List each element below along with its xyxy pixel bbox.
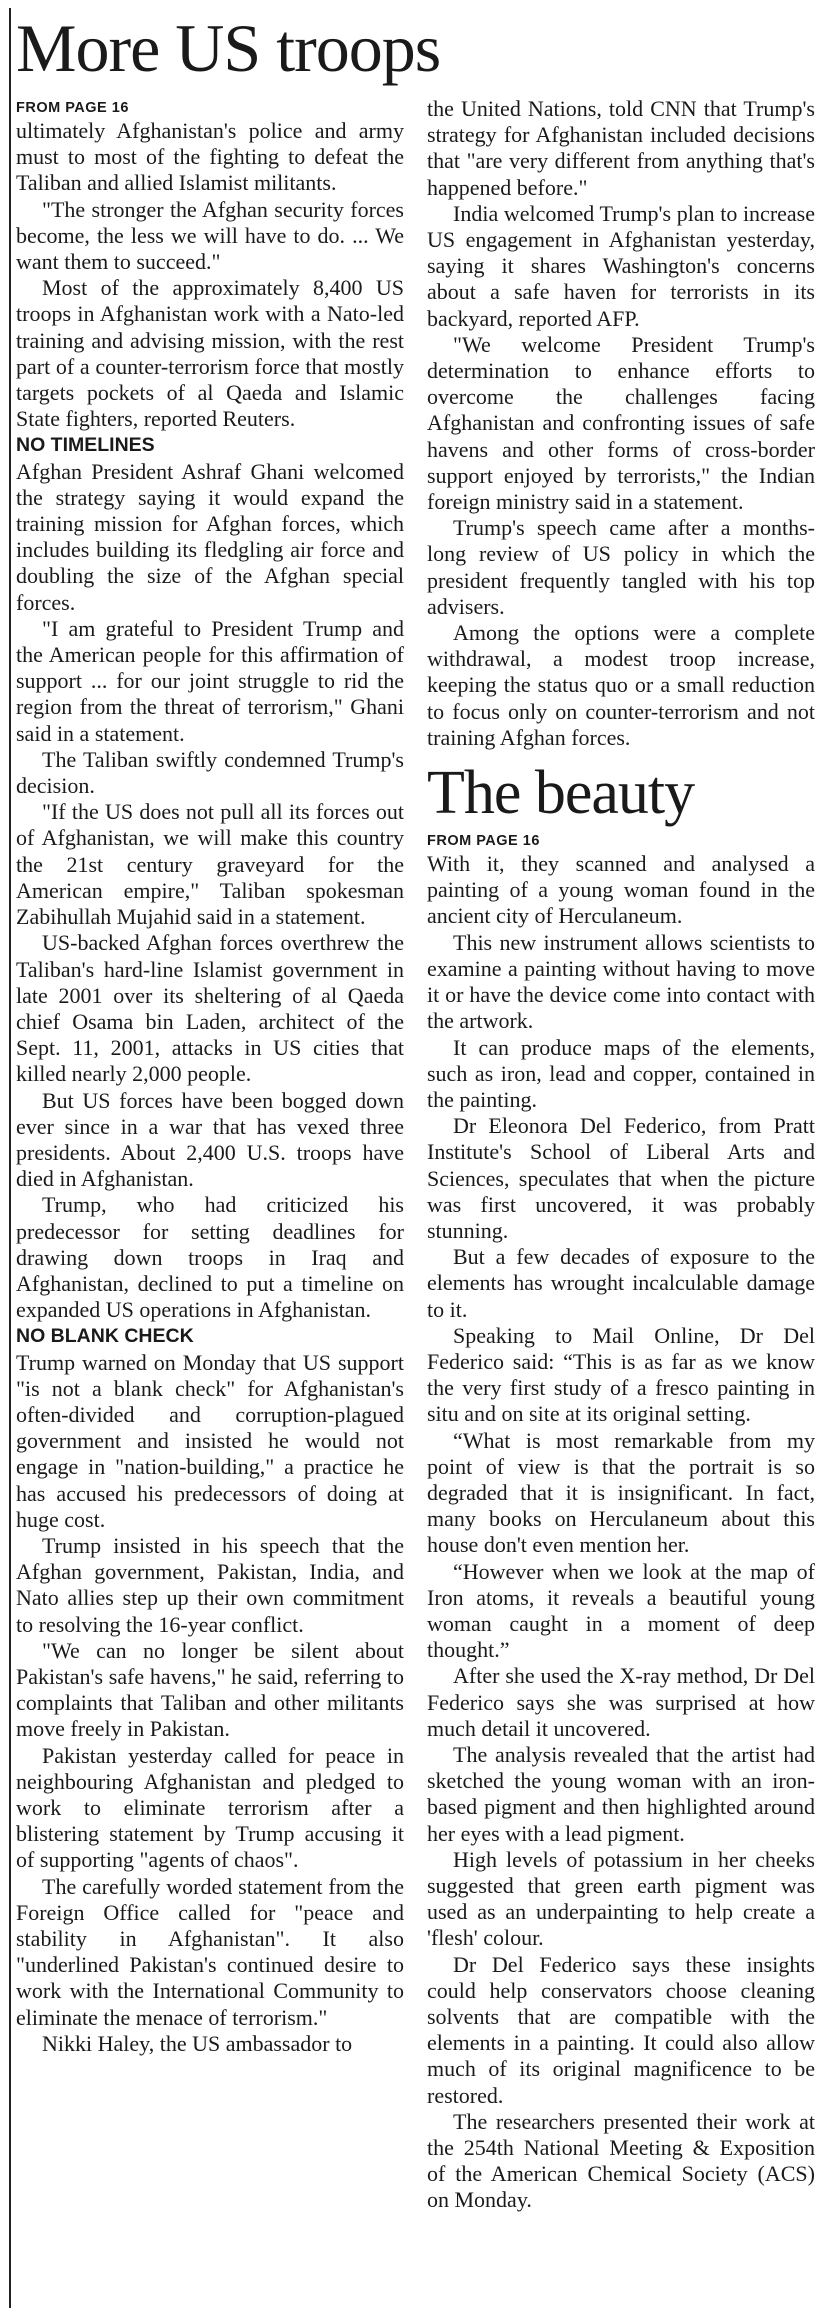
article-paragraph: Dr Del Federico says these insights could help conservators choose cleaning solvents that are compatible with the elements in a painting. It could also allow much of its original magnificence to be restored.: [427, 1951, 815, 2108]
kicker-from-page-2: FROM PAGE 16: [427, 833, 540, 850]
article-paragraph: US-backed Afghan forces overthrew the Taliban's hard-line Islamist government in late 2001 over its sheltering of al Qaeda chief Osama bin Laden, architect of the Sept. 11, 2001, attacks in US cities that killed nearly 2,000 people.: [16, 930, 404, 1087]
article-paragraph: Dr Eleonora Del Federico, from Pratt Institute's School of Liberal Arts and Sciences, speculates that when the picture was first uncovered, it was probably stunning.: [427, 1113, 815, 1243]
article-paragraph: Trump's speech came after a months-long review of US policy in which the president frequently tangled with his top advisers.: [427, 515, 815, 619]
article-paragraph: the United Nations, told CNN that Trump's strategy for Afghanistan included decisions that "are very different from anything that's happened before.": [427, 96, 815, 200]
article-paragraph: The carefully worded statement from the Foreign Office called for "peace and stability in Afghanistan". It also "underlined Pakistan's continued desire to work with the International Community to eliminate the menace of terrorism.": [16, 1873, 404, 2030]
article-body-left: [16, 118, 404, 2057]
article-paragraph: "We welcome President Trump's determination to enhance efforts to overcome the challenges facing Afghanistan and confronting issues of safe havens and other forms of cross-border support enjoyed by terrorists," the Indian foreign ministry said in a statement.: [427, 331, 815, 515]
article-paragraph: Trump insisted in his speech that the Afghan government, Pakistan, India, and Nato allies step up their own commitment to resolving the 16-year conflict.: [16, 1532, 404, 1637]
column-right: [427, 96, 815, 2214]
column-rule: [9, 8, 11, 2308]
article-paragraph: Trump warned on Monday that US support "is not a blank check" for Afghanistan's often-divided and corruption-plagued government and insisted he would not engage in "nation-building," a practice he has accused his predecessors of doing at huge cost.: [16, 1349, 404, 1532]
headline-more-us-troops: More US troops: [16, 10, 441, 86]
article-body-right-continued: [427, 96, 815, 751]
article-paragraph: This new instrument allows scientists to examine a painting without having to move it or have the device come into contact with the artwork.: [427, 929, 815, 1034]
article-paragraph: Afghan President Ashraf Ghani welcomed the strategy saying it would expand the training mission for Afghan forces, which includes building its fledgling air force and doubling the size of the Afghan special forces.: [16, 458, 404, 615]
section-subhead: NO BLANK CHECK: [16, 1325, 194, 1348]
article-paragraph: “However when we look at the map of Iron atoms, it reveals a beautiful young woman caught in a moment of deep thought.”: [427, 1558, 815, 1663]
article-paragraph: With it, they scanned and analysed a painting of a young woman found in the ancient city of Herculaneum.: [427, 851, 815, 929]
article-paragraph: "If the US does not pull all its forces out of Afghanistan, we will make this country the 21st century graveyard for the American empire," Taliban spokesman Zabihullah Mujahid said in a statement.: [16, 799, 404, 930]
article-body-beauty: [427, 851, 815, 2214]
article-paragraph: "I am grateful to President Trump and the American people for this affirmation of support ... for our joint struggle to rid the region from the threat of terrorism," Ghani said in a statement.: [16, 615, 404, 746]
section-subhead: NO TIMELINES: [16, 434, 155, 457]
article-paragraph: Trump, who had criticized his predecessor for setting deadlines for drawing down troops in Iraq and Afghanistan, declined to put a timeline on expanded US operations in Afghanistan.: [16, 1192, 404, 1323]
article-paragraph: It can produce maps of the elements, such as iron, lead and copper, contained in the painting.: [427, 1034, 815, 1112]
article-paragraph: The analysis revealed that the artist had sketched the young woman with an iron-based pigment and then highlighted around her eyes with a lead pigment.: [427, 1741, 815, 1846]
article-paragraph: But a few decades of exposure to the elements has wrought incalculable damage to it.: [427, 1244, 815, 1322]
article-paragraph: Among the options were a complete withdrawal, a modest troop increase, keeping the status quo or a small reduction to focus only on counter-terrorism and not training Afghan forces.: [427, 620, 815, 750]
article-paragraph: After she used the X-ray method, Dr Del Federico says she was surprised at how much detail it uncovered.: [427, 1663, 815, 1741]
article-paragraph: "The stronger the Afghan security forces become, the less we will have to do. ... We want them to succeed.": [16, 196, 404, 275]
kicker-from-page: FROM PAGE 16: [16, 100, 129, 116]
article-paragraph: Nikki Haley, the US ambassador to: [42, 2030, 353, 2056]
article-paragraph: The researchers presented their work at the 254th National Meeting & Exposition of the American Chemical Society (ACS) on Monday.: [427, 2108, 815, 2213]
article-paragraph: “What is most remarkable from my point of view is that the portrait is so degraded that it is insignificant. In fact, many books on Herculaneum about this house don't even mention her.: [427, 1427, 815, 1558]
headline-the-beauty: The beauty: [427, 759, 695, 828]
article-paragraph: But US forces have been bogged down ever since in a war that has vexed three presidents. About 2,400 U.S. troops have died in Afghanistan.: [16, 1087, 404, 1192]
article-paragraph: The Taliban swiftly condemned Trump's decision.: [16, 746, 404, 799]
article-paragraph: "We can no longer be silent about Pakistan's safe havens," he said, referring to complaints that Taliban and other militants move freely in Pakistan.: [16, 1637, 404, 1742]
article-paragraph: Most of the approximately 8,400 US troops in Afghanistan work with a Nato-led training and advising mission, with the rest part of a counter-terrorism force that mostly targets pockets of al Qaeda and Islamic State fighters, reported Reuters.: [16, 275, 404, 432]
article-paragraph: High levels of potassium in her cheeks suggested that green earth pigment was used as an underpainting to help create a 'flesh' colour.: [427, 1846, 815, 1951]
article-paragraph: ultimately Afghanistan's police and army must to most of the fighting to defeat the Taliban and allied Islamist militants.: [16, 118, 404, 196]
article-paragraph: Pakistan yesterday called for peace in neighbouring Afghanistan and pledged to work to eliminate terrorism after a blistering statement by Trump accusing it of supporting "agents of chaos".: [16, 1742, 404, 1873]
article-paragraph: Speaking to Mail Online, Dr Del Federico said: “This is as far as we know the very first study of a fresco painting in situ and on site at its original setting.: [427, 1322, 815, 1427]
article-paragraph: India welcomed Trump's plan to increase US engagement in Afghanistan yesterday, saying it shares Washington's concerns about a safe haven for terrorists in its backyard, reported AFP.: [427, 200, 815, 331]
column-left: [16, 98, 404, 2057]
